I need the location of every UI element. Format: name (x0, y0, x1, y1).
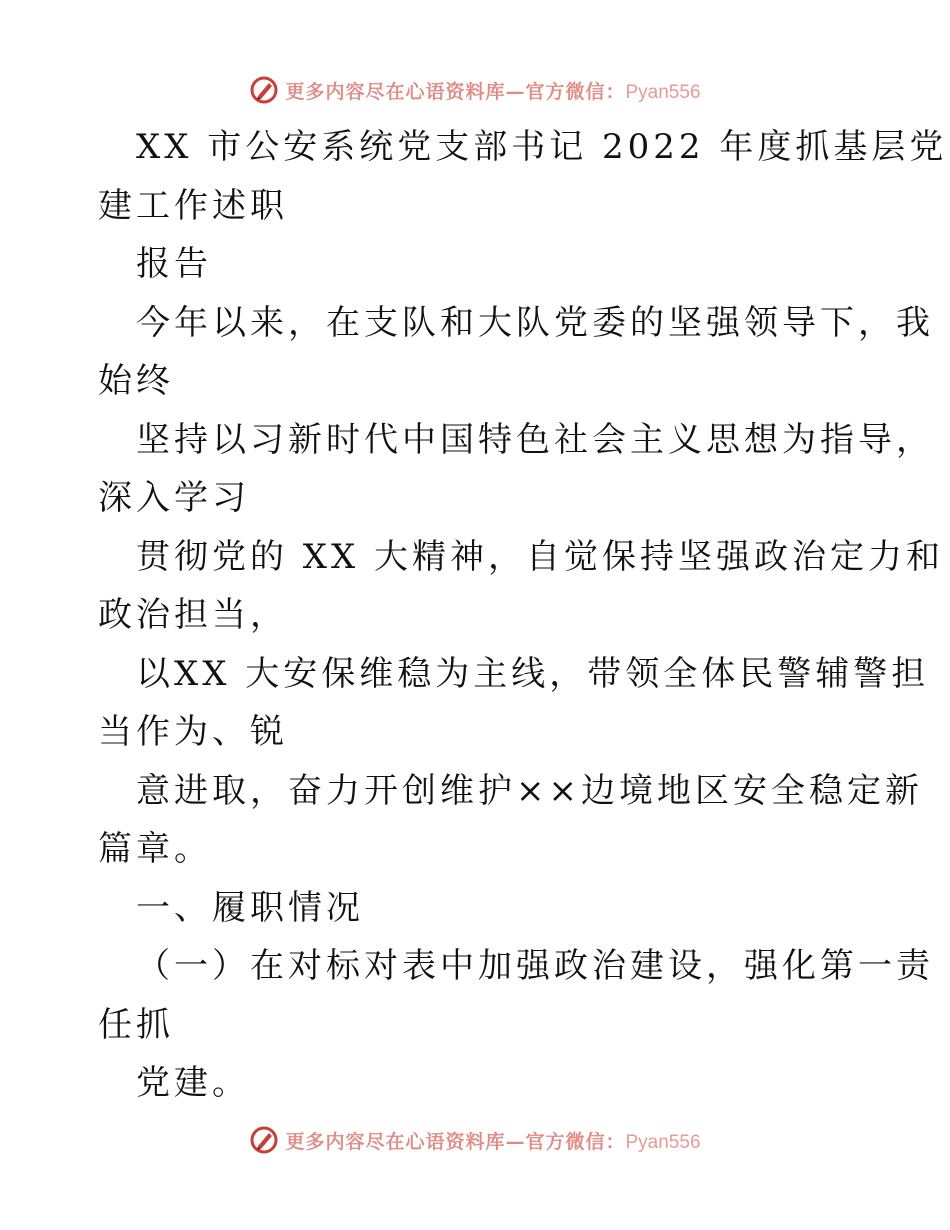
text-line: 建工作述职 (98, 185, 288, 226)
text-line: 政治担当， (98, 595, 288, 635)
footer-watermark (0, 1120, 950, 1160)
pen-logo-icon (249, 75, 279, 105)
text-line: 坚持以习新时代中国特色社会主义思想为指导， (136, 419, 934, 460)
text-line: 任抓 (98, 1004, 174, 1045)
text-line: 篇章。 (98, 829, 212, 869)
text-line: 意进取，奋力开创维护××边境地区安全稳定新 (136, 770, 923, 811)
text-line: 贯彻党的 XX 大精神，自觉保持坚强政治定力和 (136, 536, 945, 577)
subsection-heading: （一）在对标对表中加强政治建设，强化第一责 (136, 946, 934, 986)
text-line: 深入学习 (98, 478, 250, 518)
text-line: 党建。 (136, 1063, 250, 1103)
watermark-text: 更多内容尽在心语资料库—官方微信：Pyan556 (285, 1130, 701, 1153)
section-heading: 一、履职情况 (136, 887, 364, 928)
text-line: 报告 (136, 244, 212, 284)
text-line: XX 市公安系统党支部书记 2022 年度抓基层党 (136, 127, 948, 167)
text-line: 始终 (98, 361, 174, 401)
watermark-text: 更多内容尽在心语资料库—官方微信：Pyan556 (285, 80, 701, 103)
text-line: 今年以来，在支队和大队党委的坚强领导下，我 (136, 302, 934, 343)
header-watermark (0, 70, 950, 110)
text-line: 当作为、锐 (98, 712, 288, 752)
pen-logo-icon (249, 1125, 279, 1155)
document-body (98, 118, 948, 1113)
text-line: 以XX 大安保维稳为主线，带领全体民警辅警担 (136, 653, 930, 694)
